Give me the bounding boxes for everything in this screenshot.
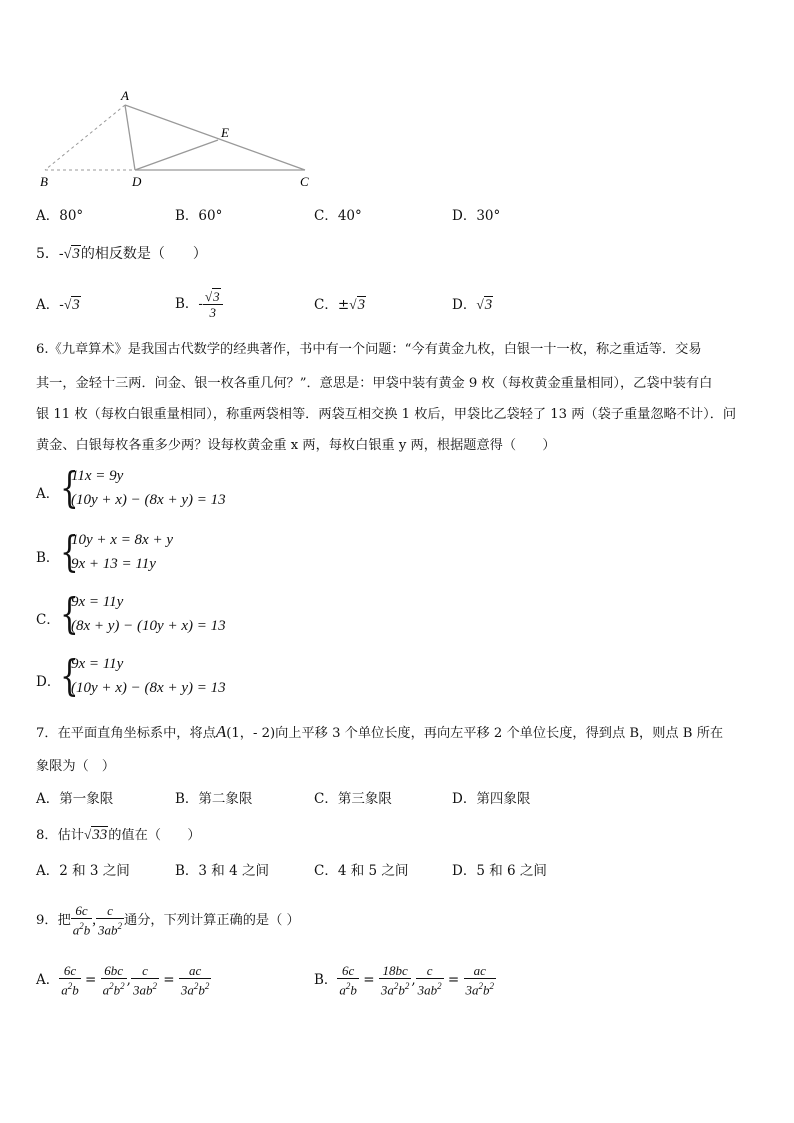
q4-option-a[interactable]: A．80°	[36, 208, 84, 224]
q7-line-1: 7．在平面直角坐标系中，将点A(1，- 2)向上平移 3 个单位长度，再向左平移 2 个单位长度，得到点 B，则点 B 所在	[36, 722, 724, 741]
q6-a-eq1: 11x = 9y	[71, 468, 124, 484]
q5-sqrt: √3	[63, 246, 80, 262]
q6-option-d[interactable]: D． { 9x = 11y (10y + x) − (8x + y) = 13	[36, 651, 226, 700]
q5-suffix: 的相反数是（ ）	[80, 246, 207, 262]
q6-line-4: 黄金、白银每枚各重多少两？设每枚黄金重 x 两，每枚白银重 y 两，根据题意得（ ）	[36, 438, 556, 453]
q7-option-a[interactable]: A．第一象限	[36, 791, 114, 807]
point-label-c: C	[300, 174, 309, 189]
q6-a-eq2: (10y + x) − (8x + y) = 13	[71, 492, 226, 508]
q6-line-1: 6.《九章算术》是我国古代数学的经典著作，书中有一个问题：“今有黄金九枚，白银一十一枚，称之重适等．交易	[36, 342, 702, 357]
q4-option-b[interactable]: B．60°	[175, 208, 223, 224]
q8-option-a[interactable]: A．2 和 3 之间	[36, 863, 130, 879]
point-label-e: E	[221, 125, 229, 140]
q8-stem: 8．估计√33的值在（ ）	[36, 827, 201, 843]
q7-coords: (1，- 2)	[226, 726, 276, 741]
q6-b-eq2: 9x + 13 = 11y	[71, 556, 156, 572]
q5-stem	[36, 244, 207, 265]
q7-option-d[interactable]: D．第四象限	[452, 791, 531, 807]
q9-option-a[interactable]: A． $\frac{6c}{a^2b}$ = $\frac{6bc}{a^2b^2}$ , $\frac{c}{3ab^2}$ = $\frac{ac}{3a^2b^2}$	[36, 963, 210, 998]
q6-d-eq2: (10y + x) − (8x + y) = 13	[71, 680, 226, 696]
q5-option-b[interactable]: B．- $\frac{√3}{3}$	[175, 284, 223, 324]
q6-c-eq1: 9x = 11y	[71, 594, 124, 610]
q6-c-eq2: (8x + y) − (10y + x) = 13	[71, 618, 226, 634]
q6-option-b[interactable]: B． { 10y + x = 8x + y 9x + 13 = 11y	[36, 527, 173, 576]
q6-option-c[interactable]: C． { 9x = 11y (8x + y) − (10y + x) = 13	[36, 589, 226, 638]
triangle-figure	[30, 85, 330, 195]
point-label-a: A	[121, 88, 129, 103]
q4-option-d[interactable]: D．30°	[452, 208, 501, 224]
q7-option-c[interactable]: C．第三象限	[314, 791, 392, 807]
q4-option-c[interactable]: C．40°	[314, 208, 362, 224]
q6-line-2: 其一，金轻十三两．问金、银一枚各重几何？”．意思是：甲袋中装有黄金 9 枚（每枚黄金重量相同），乙袋中装有白	[36, 376, 713, 391]
q5-option-c[interactable]: C．±√3	[314, 297, 366, 313]
q9-option-b[interactable]: B． $\frac{6c}{a^2b}$ = $\frac{18bc}{3a^2b^2}$ , $\frac{c}{3ab^2}$ = $\frac{ac}{3a^2b^2}$	[314, 963, 495, 998]
q6-b-eq1: 10y + x = 8x + y	[71, 532, 173, 548]
q7-line-2: 象限为（ ）	[36, 759, 116, 774]
q9-frac-1: $\frac{6c}{a^2b}$	[72, 903, 91, 938]
q7-point-a: A	[215, 722, 227, 741]
point-label-d: D	[132, 174, 142, 189]
q5-minus: -	[58, 246, 64, 262]
q7-option-b[interactable]: B．第二象限	[175, 791, 253, 807]
q8-option-d[interactable]: D．5 和 6 之间	[452, 863, 547, 879]
q6-line-3: 银 11 枚（每枚白银重量相同），称重两袋相等．两袋互相交换 1 枚后，甲袋比乙袋轻了 13 两（袋子重量忽略不计）．问	[36, 407, 737, 422]
q8-sqrt: √33	[83, 827, 108, 843]
q8-option-c[interactable]: C．4 和 5 之间	[314, 863, 409, 879]
q5-option-a[interactable]: A．-√3	[36, 297, 80, 313]
q9-frac-2: $\frac{c}{3ab^2}$	[98, 903, 123, 938]
point-label-b: B	[40, 174, 48, 189]
q6-d-eq1: 9x = 11y	[71, 656, 124, 672]
q5-number: 5．	[36, 246, 59, 262]
q6-option-a[interactable]: A． { 11x = 9y (10y + x) − (8x + y) = 13	[36, 463, 226, 512]
q8-option-b[interactable]: B．3 和 4 之间	[175, 863, 269, 879]
q9-stem: 9．把 $\frac{6c}{a^2b}$ , $\frac{c}{3ab^2}$ 通分，下列计算正确的是（ ）	[36, 903, 300, 938]
q5-option-d[interactable]: D．√3	[452, 297, 493, 313]
